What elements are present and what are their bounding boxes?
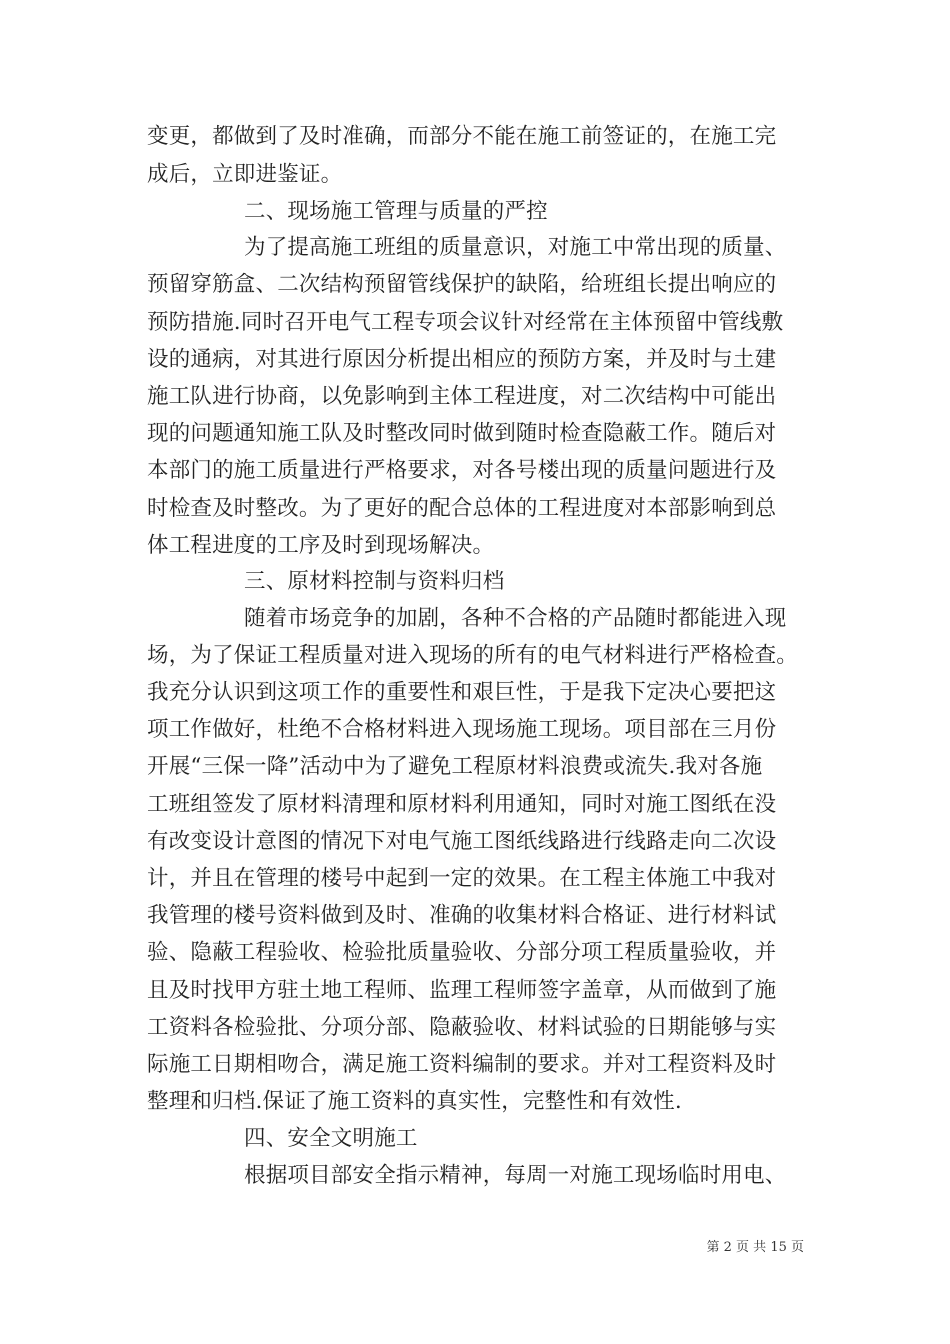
text-line: 变更，都做到了及时准确，而部分不能在施工前签证的，在施工完: [147, 124, 777, 149]
text-line: 我充分认识到这项工作的重要性和艰巨性，于是我下定决心要把这: [147, 680, 777, 705]
text-line: 且及时找甲方驻土地工程师、监理工程师签字盖章，从而做到了施: [147, 978, 777, 1003]
text-line: 体工程进度的工序及时到现场解决。: [147, 533, 495, 558]
text-line: 开展“三保一降”活动中为了避免工程原材料浪费或流失.我对各施: [147, 754, 763, 779]
section-heading-4: 四、安全文明施工: [244, 1126, 418, 1151]
text-line: 随着市场竞争的加剧，各种不合格的产品随时都能进入现: [244, 606, 787, 631]
page-number: 第 2 页 共 15 页: [706, 1240, 804, 1255]
section-heading-3: 三、原材料控制与资料归档: [244, 569, 505, 594]
text-line: 项工作做好，杜绝不合格材料进入现场施工现场。项目部在三月份: [147, 717, 777, 742]
text-line: 为了提高施工班组的质量意识，对施工中常出现的质量、: [244, 235, 787, 260]
text-line: 有改变设计意图的情况下对电气施工图纸线路进行线路走向二次设: [147, 829, 777, 854]
text-line: 施工队进行协商，以免影响到主体工程进度，对二次结构中可能出: [147, 384, 777, 409]
text-line: 计，并且在管理的楼号中起到一定的效果。在工程主体施工中我对: [147, 866, 777, 891]
text-line: 预防措施.同时召开电气工程专项会议针对经常在主体预留中管线敷: [147, 310, 784, 335]
text-line: 设的通病，对其进行原因分析提出相应的预防方案，并及时与土建: [147, 347, 777, 372]
text-line: 工资料各检验批、分项分部、隐蔽验收、材料试验的日期能够与实: [147, 1015, 777, 1040]
text-line: 验、隐蔽工程验收、检验批质量验收、分部分项工程质量验收，并: [147, 940, 777, 965]
text-line: 工班组签发了原材料清理和原材料利用通知，同时对施工图纸在没: [147, 792, 777, 817]
text-line: 根据项目部安全指示精神，每周一对施工现场临时用电、: [244, 1163, 787, 1188]
text-line: 我管理的楼号资料做到及时、准确的收集材料合格证、进行材料试: [147, 903, 777, 928]
text-line: 成后，立即进鉴证。: [147, 162, 343, 187]
text-line: 现的问题通知施工队及时整改同时做到随时检查隐蔽工作。随后对: [147, 421, 777, 446]
text-line: 预留穿筋盒、二次结构预留管线保护的缺陷，给班组长提出响应的: [147, 272, 777, 297]
text-line: 际施工日期相吻合，满足施工资料编制的要求。并对工程资料及时: [147, 1052, 777, 1077]
text-line: 场，为了保证工程质量对进入现场的所有的电气材料进行严格检查。: [147, 643, 799, 668]
section-heading-2: 二、现场施工管理与质量的严控: [244, 199, 548, 224]
text-line: 时检查及时整改。为了更好的配合总体的工程进度对本部影响到总: [147, 496, 777, 521]
text-line: 本部门的施工质量进行严格要求，对各号楼出现的质量问题进行及: [147, 458, 777, 483]
text-line: 整理和归档.保证了施工资料的真实性，完整性和有效性.: [147, 1089, 682, 1114]
